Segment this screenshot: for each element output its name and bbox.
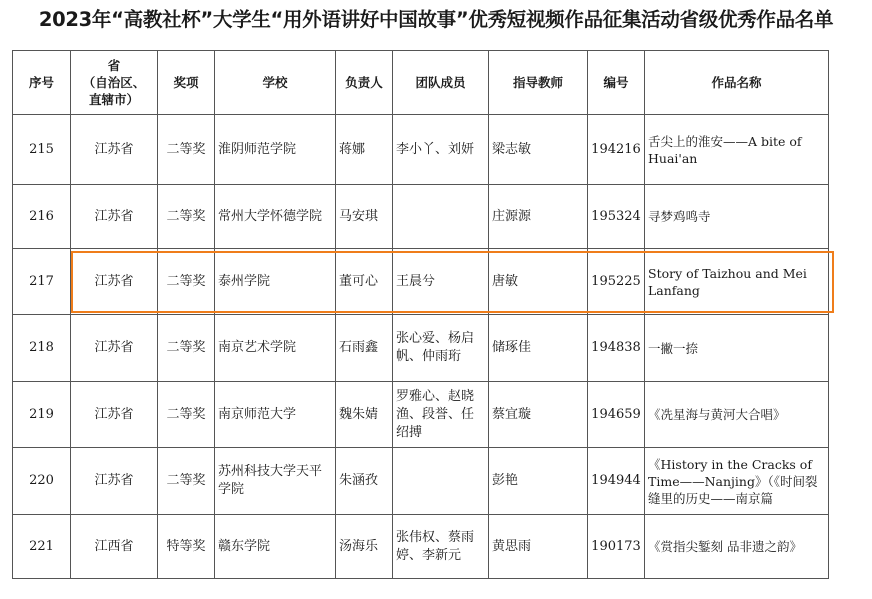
table-row — [13, 315, 829, 382]
cell-province: 江苏省 — [71, 185, 158, 249]
header-award: 奖项 — [158, 51, 215, 115]
cell-seq: 215 — [13, 115, 71, 185]
cell-seq: 217 — [13, 249, 71, 315]
cell-members: 张心爱、杨启帆、仲雨珩 — [393, 315, 489, 382]
table-row — [13, 115, 829, 185]
cell-school: 南京艺术学院 — [215, 315, 336, 382]
cell-number: 195324 — [588, 185, 645, 249]
cell-award: 二等奖 — [158, 115, 215, 185]
cell-work: 《History in the Cracks of Time——Nanjing》（《时间裂缝里的历史——南京篇 — [645, 448, 829, 515]
cell-province: 江苏省 — [71, 315, 158, 382]
header-teacher: 指导教师 — [489, 51, 588, 115]
table-header-row — [13, 51, 829, 115]
table-row — [13, 515, 829, 579]
cell-leader: 汤海乐 — [336, 515, 393, 579]
cell-leader: 石雨鑫 — [336, 315, 393, 382]
cell-award: 二等奖 — [158, 382, 215, 448]
cell-school: 苏州科技大学天平学院 — [215, 448, 336, 515]
cell-teacher: 梁志敏 — [489, 115, 588, 185]
cell-school: 赣东学院 — [215, 515, 336, 579]
cell-province: 江苏省 — [71, 448, 158, 515]
cell-members: 李小丫、刘妍 — [393, 115, 489, 185]
cell-members — [393, 185, 489, 249]
table-row — [13, 448, 829, 515]
cell-teacher: 彭艳 — [489, 448, 588, 515]
cell-seq: 221 — [13, 515, 71, 579]
cell-number: 195225 — [588, 249, 645, 315]
cell-award: 二等奖 — [158, 185, 215, 249]
cell-work: 《冼星海与黄河大合唱》 — [645, 382, 829, 448]
awards-table — [12, 50, 829, 579]
header-members: 团队成员 — [393, 51, 489, 115]
cell-work: 舌尖上的淮安——A bite of Huai'an — [645, 115, 829, 185]
cell-province: 江西省 — [71, 515, 158, 579]
cell-award: 二等奖 — [158, 448, 215, 515]
cell-work: 《赏指尖錾刻 品非遗之韵》 — [645, 515, 829, 579]
header-province: 省 （自治区、 直辖市） — [71, 51, 158, 115]
cell-members: 张伟权、蔡雨婷、李新元 — [393, 515, 489, 579]
cell-province: 江苏省 — [71, 249, 158, 315]
cell-seq: 220 — [13, 448, 71, 515]
header-work: 作品名称 — [645, 51, 829, 115]
cell-work: 寻梦鸡鸣寺 — [645, 185, 829, 249]
header-school: 学校 — [215, 51, 336, 115]
cell-school: 常州大学怀德学院 — [215, 185, 336, 249]
cell-members — [393, 448, 489, 515]
cell-members: 罗雅心、赵晓渔、段誉、任绍搏 — [393, 382, 489, 448]
cell-leader: 马安琪 — [336, 185, 393, 249]
header-leader: 负责人 — [336, 51, 393, 115]
cell-work: 一撇一捺 — [645, 315, 829, 382]
cell-seq: 216 — [13, 185, 71, 249]
cell-number: 194216 — [588, 115, 645, 185]
cell-number: 194659 — [588, 382, 645, 448]
document-title: 2023年“高教社杯”大学生“用外语讲好中国故事”优秀短视频作品征集活动省级优秀作品名单 — [38, 8, 834, 31]
cell-province: 江苏省 — [71, 382, 158, 448]
cell-members: 王晨兮 — [393, 249, 489, 315]
cell-leader: 蒋娜 — [336, 115, 393, 185]
cell-award: 二等奖 — [158, 315, 215, 382]
cell-seq: 218 — [13, 315, 71, 382]
cell-seq: 219 — [13, 382, 71, 448]
cell-school: 泰州学院 — [215, 249, 336, 315]
table-row — [13, 382, 829, 448]
cell-number: 190173 — [588, 515, 645, 579]
cell-teacher: 储琢佳 — [489, 315, 588, 382]
cell-school: 南京师范大学 — [215, 382, 336, 448]
cell-work: Story of Taizhou and Mei Lanfang — [645, 249, 829, 315]
cell-teacher: 蔡宜璇 — [489, 382, 588, 448]
cell-award: 特等奖 — [158, 515, 215, 579]
header-number: 编号 — [588, 51, 645, 115]
table-row — [13, 185, 829, 249]
cell-award: 二等奖 — [158, 249, 215, 315]
cell-number: 194838 — [588, 315, 645, 382]
cell-leader: 董可心 — [336, 249, 393, 315]
cell-teacher: 黄思雨 — [489, 515, 588, 579]
cell-teacher: 庄源源 — [489, 185, 588, 249]
cell-number: 194944 — [588, 448, 645, 515]
cell-leader: 魏朱婧 — [336, 382, 393, 448]
cell-school: 淮阴师范学院 — [215, 115, 336, 185]
cell-teacher: 唐敏 — [489, 249, 588, 315]
cell-leader: 朱涵孜 — [336, 448, 393, 515]
header-seq: 序号 — [13, 51, 71, 115]
cell-province: 江苏省 — [71, 115, 158, 185]
table-row-highlighted — [13, 249, 829, 315]
